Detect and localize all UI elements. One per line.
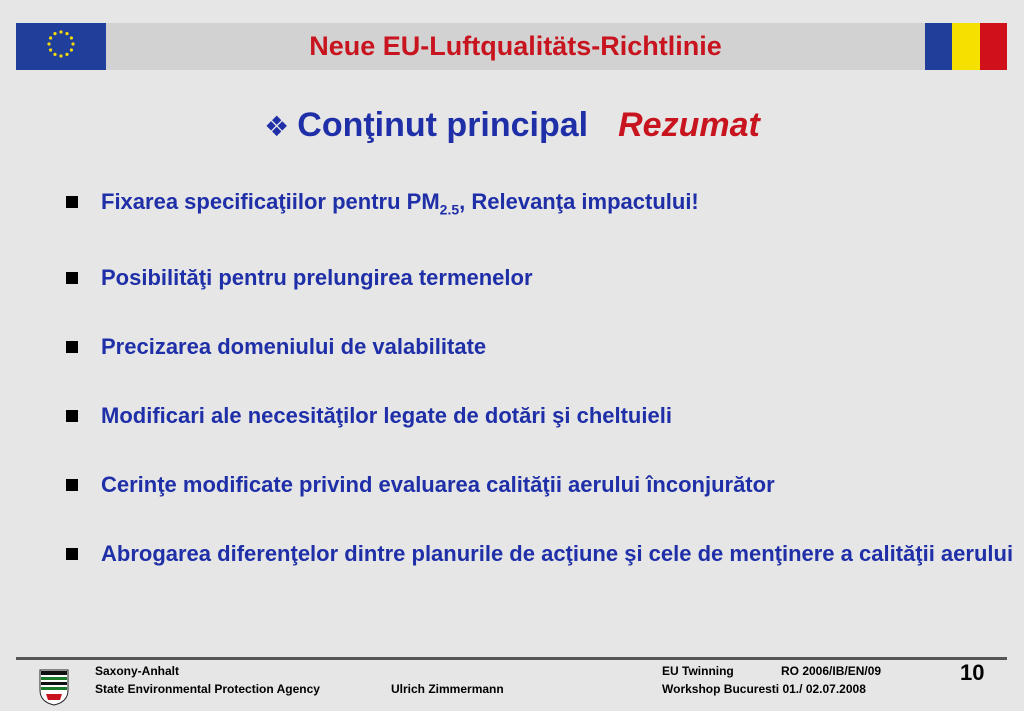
footer-event: Workshop Bucuresti 01./ 02.07.2008	[662, 682, 866, 696]
square-bullet-icon	[66, 196, 78, 208]
footer-project-code: RO 2006/IB/EN/09	[781, 664, 882, 678]
footer-org-line1: Saxony-Anhalt	[95, 664, 180, 678]
square-bullet-icon	[66, 272, 78, 284]
bullet-item: Cerinţe modificate privind evaluarea calităţii aerului înconjurător	[66, 471, 1016, 499]
footer-author: Ulrich Zimmermann	[391, 682, 504, 696]
square-bullet-icon	[66, 410, 78, 422]
bullet-item: Posibilităţi pentru prelungirea termenelor	[66, 264, 1016, 292]
square-bullet-icon	[66, 341, 78, 353]
square-bullet-icon	[66, 479, 78, 491]
coat-of-arms-icon	[38, 668, 70, 706]
footer-org-line2: State Environmental Protection Agency	[95, 682, 320, 696]
subtitle-main: Conţinut principal	[297, 106, 589, 144]
romania-flag-icon	[925, 23, 1007, 70]
diamond-bullet-icon: ❖	[264, 111, 290, 142]
footer-project-label: EU Twinning	[662, 664, 734, 678]
slide-subtitle	[0, 106, 1024, 145]
eu-flag-icon	[16, 23, 106, 70]
bullet-item: Modificari ale necesităţilor legate de dotări şi cheltuieli	[66, 402, 1016, 430]
slide-header-title: Neue EU-Luftqualitäts-Richtlinie	[309, 31, 722, 61]
footer-divider	[16, 657, 1007, 660]
page-number: 10	[960, 660, 985, 685]
subtitle-accent: Rezumat	[618, 106, 760, 144]
bullet-item: Abrogarea diferenţelor dintre planurile de acţiune şi cele de menţinere a calităţii aerului	[66, 540, 1016, 568]
square-bullet-icon	[66, 548, 78, 560]
bullet-item: Fixarea specificaţiilor pentru $PM_{2.5}$, Relevanţa impactului!	[66, 188, 1016, 223]
bullet-list	[66, 188, 1016, 609]
bullet-item: Precizarea domeniului de valabilitate	[66, 333, 1016, 361]
